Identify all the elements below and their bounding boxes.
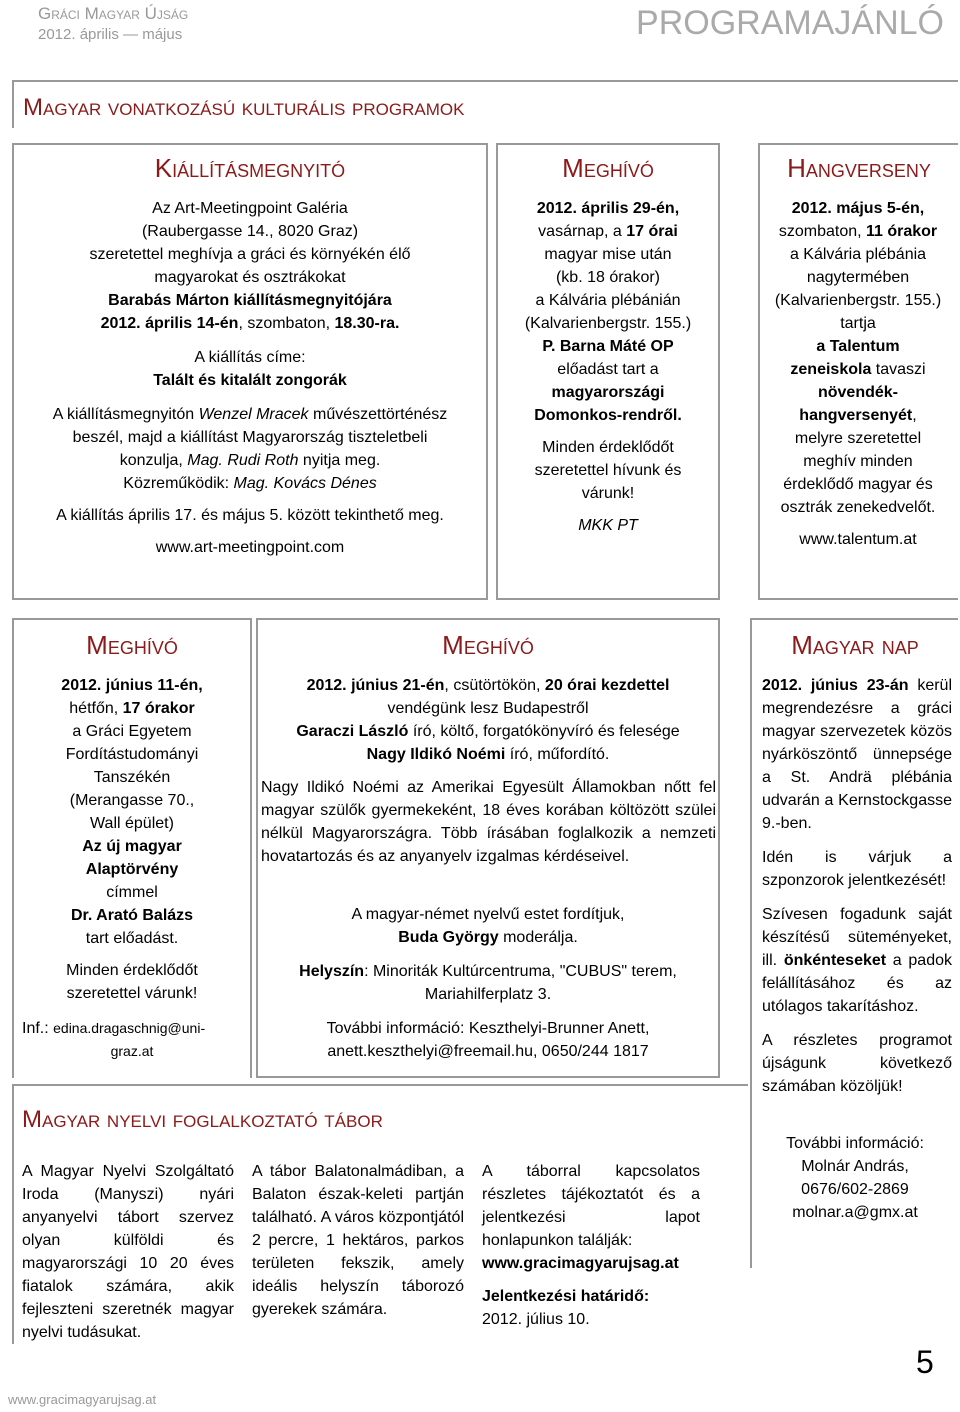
speaker	[500, 335, 716, 358]
t: melyre szeretettel	[794, 430, 922, 447]
t: művészettörténész	[308, 406, 448, 423]
main-heading-bar	[12, 80, 958, 128]
invite2-text	[18, 674, 246, 1005]
contributor-name: Mag. Kovács Dénes	[233, 475, 377, 492]
exhibition-name	[18, 369, 482, 392]
topic-text: Domonkos-rendről.	[534, 407, 682, 424]
invite-line: szeretettel meghívja a gráci és környékén élő	[89, 246, 411, 263]
t: A Magyar Nyelvi Szolgáltató Iroda (Manyszi) nyári anyanyelvi tábort szervez olyan külföldi és magyarországi 10 20 éves fiatalok számára, akik fejleszteni szeretnék magyar nyelvi tudásukat.	[22, 1163, 234, 1341]
t: szeretettel hívunk és	[534, 462, 682, 479]
t: magyar mise után	[544, 246, 672, 263]
date-text: 2012. május 5-én,	[791, 200, 925, 217]
venue: : Minoriták Kultúrcentruma, "CUBUS" terem,	[364, 963, 677, 980]
t: Fordítástudományi	[65, 746, 199, 763]
hungarian-day-text	[762, 674, 952, 1098]
t: , csütörtökön,	[444, 677, 545, 694]
t: előadást tart a	[557, 361, 659, 378]
t: vendégünk lesz Budapestről	[387, 700, 589, 717]
date-line	[18, 312, 482, 335]
t: konzulja,	[119, 452, 188, 469]
t: tartja	[840, 315, 876, 332]
footer-url[interactable]: www.gracimagyarujsag.at	[8, 1392, 157, 1407]
contact-email[interactable]: molnar.a@gmx.at	[792, 1204, 918, 1221]
date-range: 2012. április — május	[38, 26, 183, 43]
consul-name: Mag. Rudi Roth	[187, 452, 299, 469]
speaker-line-2: beszél, majd a kiállítást Magyarország tiszteletbeli	[72, 429, 428, 446]
date: 2012. június 21-én	[306, 677, 445, 694]
t: kerül megrendezésre a gráci magyar szervezetek közös nyárköszöntő ünnepsége a St. Andrä plébánia udvarán a Kernstockgasse 9.-ben.	[762, 677, 952, 832]
header	[38, 4, 944, 50]
camp-url-line	[482, 1252, 700, 1275]
section-title: PROGRAMAJÁNLÓ	[636, 4, 944, 42]
hungarian-day-contact	[752, 1132, 958, 1224]
t: osztrák zenekedvelőt.	[780, 499, 936, 516]
concert-text	[756, 197, 960, 551]
day-line	[18, 697, 246, 720]
exhibition-box	[12, 143, 488, 600]
invite-line: magyarokat és osztrákokat	[154, 269, 346, 286]
contact-email[interactable]: edina.dragaschnig@uni-	[53, 1020, 206, 1036]
p3	[762, 903, 952, 1018]
camp-col-3	[482, 1160, 700, 1331]
t: tart előadást.	[85, 930, 179, 947]
time: 20 órai kezdettel	[544, 677, 670, 694]
speaker-name: Dr. Arató Balázs	[70, 907, 194, 924]
concert-url[interactable]: www.talentum.at	[799, 531, 917, 548]
camp-text-1	[22, 1160, 234, 1344]
t: vasárnap, a	[538, 223, 627, 240]
t: a Kálvária plébánia	[789, 246, 927, 263]
date-text: 2012. április 29-én,	[536, 200, 680, 217]
hungarian-day-box	[750, 618, 958, 1268]
t: ,	[912, 407, 917, 424]
topic	[18, 835, 246, 858]
camp-url[interactable]: www.gracimagyarujsag.at	[482, 1255, 679, 1272]
moderator-line	[260, 926, 716, 949]
speaker-name: P. Barna Máté OP	[542, 338, 674, 355]
sponsors: Idén is várjuk a szponzorok jelentkezését!	[762, 849, 952, 889]
event	[756, 404, 960, 427]
signature-text: MKK PT	[578, 517, 638, 534]
invite1-title: Meghívó	[562, 153, 654, 183]
speaker-line	[18, 403, 482, 426]
consul-line	[18, 449, 482, 472]
contact-cont	[14, 1043, 250, 1059]
p1	[762, 674, 952, 835]
t: Minden érdeklődőt	[66, 962, 198, 979]
event-name: hangversenyét	[799, 407, 913, 424]
t: szeretettel várunk!	[66, 985, 198, 1002]
invite1-text	[500, 197, 716, 537]
day-line	[500, 220, 716, 243]
main-title: Magyar vonatkozású kulturális programok	[23, 94, 465, 121]
title-label: A kiállítás címe:	[194, 349, 306, 366]
invite3-title: Meghívó	[442, 630, 534, 660]
t: moderálja.	[498, 929, 578, 946]
contributor-line	[18, 472, 482, 495]
exhibition-name-text: Talált és kitalált zongorák	[153, 372, 347, 389]
contact-name: Molnár András,	[801, 1158, 909, 1175]
concert-box	[758, 143, 958, 600]
date: 2012. június 23-án	[762, 677, 909, 694]
venue-line	[260, 960, 716, 983]
invite1-box	[496, 143, 720, 600]
guest-name: Garaczi László	[296, 723, 409, 740]
exhibition-title: Kiállításmegnyitó	[154, 153, 346, 183]
gallery-url[interactable]: www.art-meetingpoint.com	[155, 539, 345, 556]
date-line	[260, 674, 716, 697]
topic	[500, 404, 716, 427]
guest-name: Nagy Ildikó Noémi	[366, 746, 506, 763]
t: várunk!	[581, 485, 635, 502]
t: tavaszi	[871, 361, 926, 378]
topic-text: magyarországi	[551, 384, 665, 401]
time: 18.30-ra.	[334, 315, 400, 332]
contact[interactable]: anett.keszthelyi@freemail.hu, 0650/244 1817	[327, 1043, 649, 1060]
guest-line	[260, 743, 716, 766]
invite3-head	[260, 674, 716, 766]
camp-col-2	[252, 1160, 464, 1321]
t: Minden érdeklődőt	[542, 439, 674, 456]
t: hétfőn,	[69, 700, 123, 717]
invite3-bio	[261, 776, 716, 868]
day-line	[756, 220, 960, 243]
topic	[18, 858, 246, 881]
time: 17 órakor	[122, 700, 195, 717]
t: a Gráci Egyetem	[72, 723, 192, 740]
deadline: 2012. július 10.	[482, 1311, 590, 1328]
t: Inf.:	[22, 1020, 54, 1037]
school	[756, 358, 960, 381]
camp-col-1	[22, 1160, 234, 1344]
artist-line	[18, 289, 482, 312]
t: nyitja meg.	[298, 452, 381, 469]
gallery-name: Az Art-Meetingpoint Galéria	[152, 200, 348, 217]
deadline-label-text: Jelentkezési határidő:	[482, 1288, 650, 1305]
address: (Kalvarienbergstr. 155.)	[524, 315, 692, 332]
date-text: 2012. június 11-én,	[61, 677, 203, 694]
venue-address: Mariahilferplatz 3.	[424, 986, 552, 1003]
school	[756, 335, 960, 358]
t: érdeklődő magyar és	[783, 476, 933, 493]
info: További információ: Keszthelyi-Brunner Anett,	[326, 1020, 650, 1037]
speaker-name: Wenzel Mracek	[198, 406, 309, 423]
t: A magyar-német nyelvű estet fordítjuk,	[351, 906, 625, 923]
open-period: A kiállítás április 17. és május 5. között tekinthető meg.	[56, 507, 444, 524]
invite2-box	[12, 618, 252, 1078]
bio: Nagy Ildikó Noémi az Amerikai Egyesült Államokban nőtt fel magyar szülők gyermekeként, 18 éves korában költözött szülei nélkül Magyarországra. Több írásában foglalkozik a nemzeti hovatartozás és az anyanyelv izgalmas kérdéseivel.	[261, 779, 716, 865]
t: szombaton,	[778, 223, 866, 240]
date	[756, 197, 960, 220]
date: 2012. április 14-én	[100, 315, 239, 332]
weekday: , szombaton,	[238, 315, 335, 332]
contact	[22, 1020, 205, 1038]
mass-time: 17 órai	[626, 223, 678, 240]
date	[500, 197, 716, 220]
t: nagytermében	[806, 269, 910, 286]
signature	[500, 514, 716, 537]
volunteers: önkénteseket	[783, 952, 887, 969]
invite3-box	[256, 618, 720, 1078]
contact-email-end[interactable]: graz.at	[110, 1043, 154, 1059]
address: (Merangasse 70.,	[69, 792, 195, 809]
time: 11 órakor	[866, 223, 938, 240]
t: A kiállításmegnyitón	[52, 406, 199, 423]
address: Wall épület)	[90, 815, 174, 832]
t: író, költő, forgatókönyvíró és felesége	[408, 723, 680, 740]
venue-label: Helyszín	[299, 963, 365, 980]
artist-name: Barabás Márton kiállításmegnyitójára	[108, 292, 392, 309]
camp-text-3: A táborral kapcsolatos részletes tájékoztatót és a jelentkezési lapot honlapunkon találják:	[482, 1163, 700, 1249]
contact-phone: 0676/602-2869	[801, 1181, 909, 1198]
address: (Kalvarienbergstr. 155.)	[774, 292, 942, 309]
speaker	[18, 904, 246, 927]
t: a Kálvária plébánián	[535, 292, 681, 309]
deadline-label	[482, 1285, 700, 1308]
event	[756, 381, 960, 404]
event-name: növendék-	[817, 384, 898, 401]
camp-title: Magyar nyelvi foglalkoztató tábor	[22, 1106, 383, 1133]
page-number: 5	[916, 1344, 934, 1380]
moderator: Buda György	[398, 929, 499, 946]
paper-name: Gráci Magyar Újság	[38, 4, 189, 23]
date	[18, 674, 246, 697]
school-name: zeneiskola	[790, 361, 872, 378]
invite3-details	[260, 903, 716, 1063]
gallery-address: (Raubergasse 14., 8020 Graz)	[141, 223, 359, 240]
t: meghív minden	[803, 453, 913, 470]
topic	[500, 381, 716, 404]
p4: A részletes programot újságunk következő számában közöljük!	[762, 1032, 952, 1095]
t: További információ:	[786, 1135, 924, 1152]
t: író, műfordító.	[505, 746, 610, 763]
t: Szívesen fogadunk saját készítésű süteményeket, ill.	[762, 906, 952, 969]
topic-text: Alaptörvény	[85, 861, 179, 878]
t: Közreműködik:	[123, 475, 234, 492]
topic-text: Az új magyar	[82, 838, 182, 855]
camp-text-2: A tábor Balatonalmádiban, a Balaton észak-keleti partján található. A város központjától 2 percre, 1 hektáros, parkos területen fekszik, amely ideális helyszín táborozó gyerekek számára.	[252, 1163, 464, 1318]
guest-line	[260, 720, 716, 743]
exhibition-text	[18, 197, 482, 559]
t: Tanszékén	[93, 769, 171, 786]
invite2-title: Meghívó	[86, 630, 178, 660]
t: a padok felállításához és az utólagos takarításhoz.	[762, 952, 952, 1015]
school-name: a Talentum	[816, 338, 900, 355]
t: (kb. 18 órakor)	[555, 269, 661, 286]
concert-title: Hangverseny	[787, 153, 931, 183]
t: címmel	[106, 884, 158, 901]
hungarian-day-title: Magyar nap	[791, 630, 919, 660]
